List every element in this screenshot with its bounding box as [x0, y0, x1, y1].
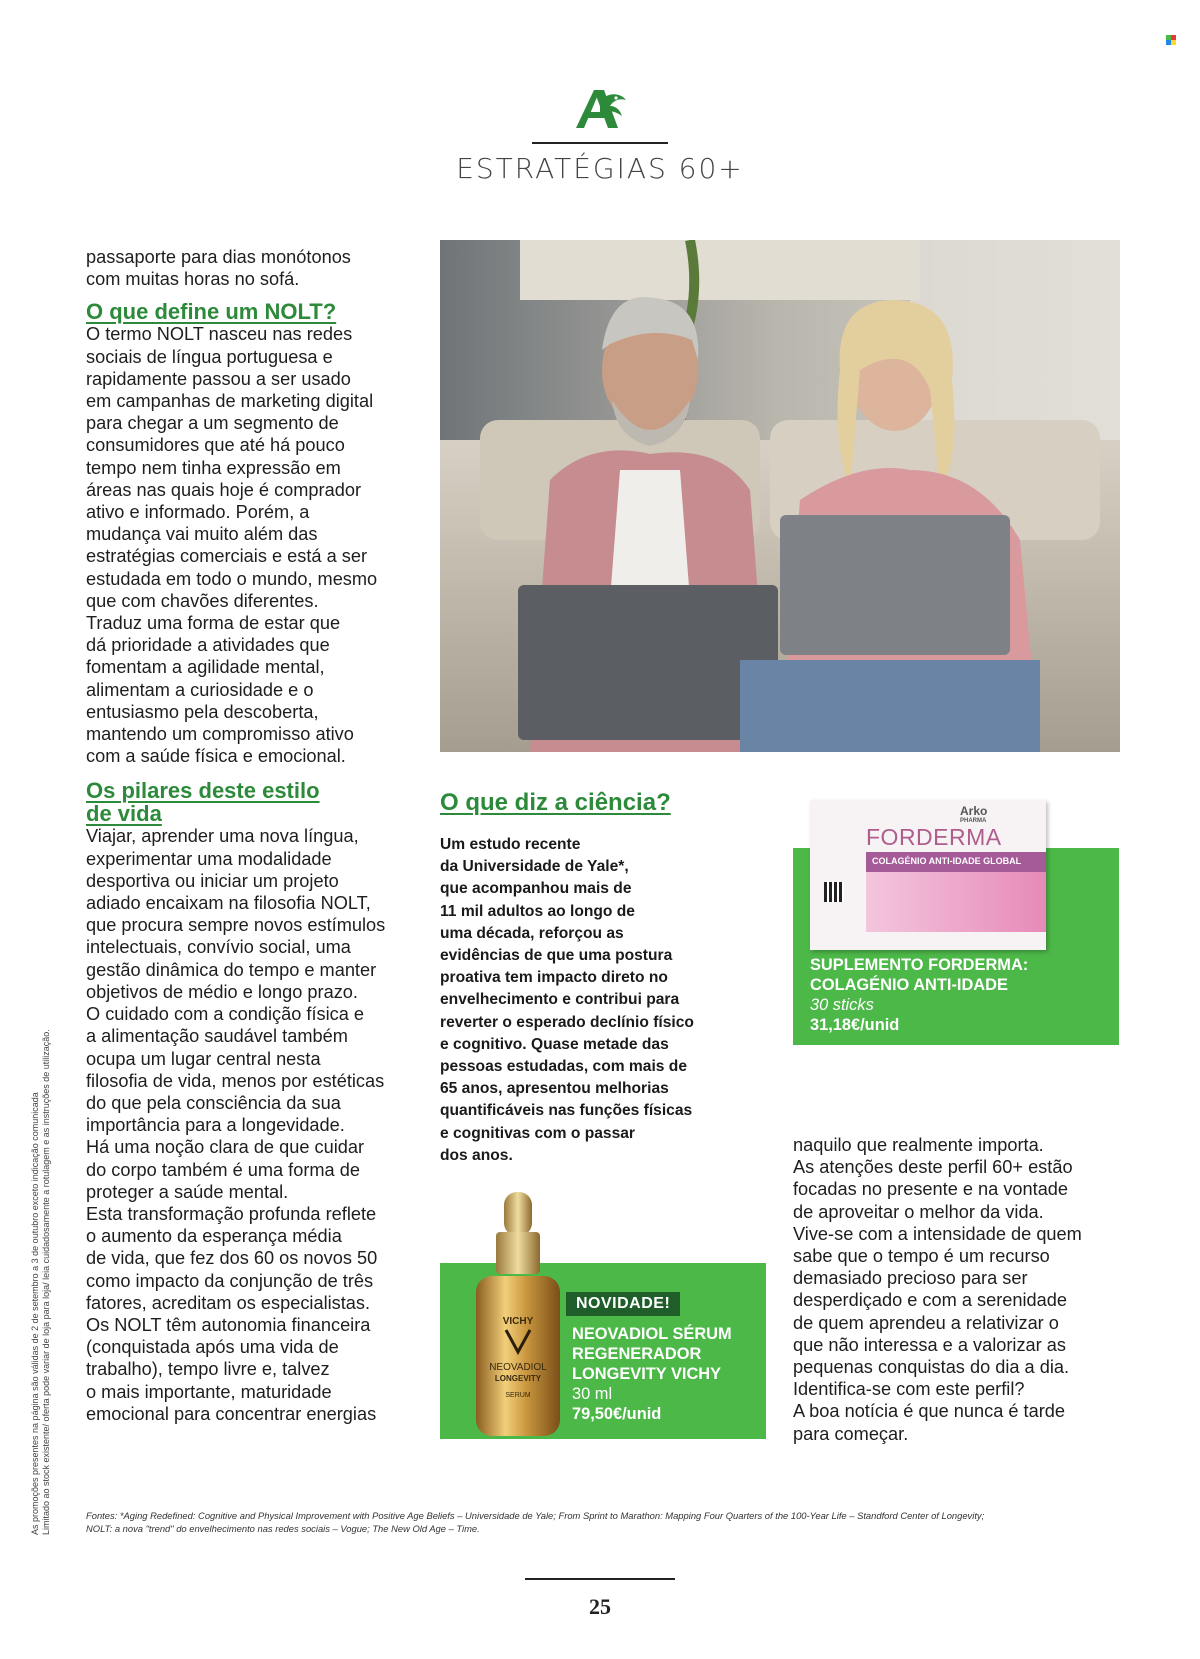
auchan-bird-logo-icon — [570, 84, 630, 130]
section-title: ESTRATÉGIAS 60+ — [456, 152, 744, 185]
forderma-box-pink-panel — [866, 872, 1046, 932]
vichy-price: 79,50€/unid — [572, 1405, 662, 1423]
science-line: evidências de que uma postura — [440, 947, 673, 965]
text-line: ativo e informado. Porém, a — [86, 502, 310, 523]
sources-line: Fontes: *Aging Redefined: Cognitive and Physical Improvement with Positive Age Beliefs – Universidade de Yale; From Sprint to Marathon: Mapping Four Quarters of the 100-Year Life – Standford Center of Longevity; — [86, 1510, 985, 1521]
text-line: o aumento da esperança média — [86, 1226, 342, 1247]
legal-note-line: Limitado ao stock existente/ oferta pode variar de loja para loja/ leia cuidadosamente a rotulagem e as instruções de utilização. — [41, 1029, 51, 1535]
text-line: objetivos de médio e longo prazo. — [86, 981, 358, 1002]
arko-logo — [960, 804, 987, 824]
hero-photo — [440, 240, 1120, 752]
text-line: adiado encaixam na filosofia NOLT, — [86, 893, 371, 914]
vichy-bottle-type: SERUM — [505, 1392, 531, 1399]
text-line: fatores, acreditam os especialistas. — [86, 1292, 371, 1313]
text-line: do que pela consciência da sua — [86, 1092, 341, 1113]
text-line: Esta transformação profunda reflete — [86, 1203, 377, 1224]
header-rule — [532, 142, 668, 144]
forderma-quantity: 30 sticks — [810, 996, 874, 1014]
text-line: que não interessa e a valorizar as — [793, 1334, 1066, 1355]
text-line: de aproveitar o melhor da vida. — [793, 1201, 1044, 1222]
text-line: importância para a longevidade. — [86, 1115, 345, 1136]
left-column — [86, 246, 426, 1425]
vichy-title-line: REGENERADOR — [572, 1345, 702, 1363]
text-line: desperdiçado e com a serenidade — [793, 1290, 1068, 1311]
text-line: demasiado precioso para ser — [793, 1268, 1028, 1289]
text-line: alimentam a curiosidade e o — [86, 679, 314, 700]
text-line: Traduz uma forma de estar que — [86, 613, 341, 634]
science-line: envelhecimento e contribui para — [440, 991, 680, 1009]
heading-pilares: Os pilares deste estilo — [86, 778, 320, 804]
forderma-title-line: SUPLEMENTO FORDERMA: — [810, 956, 1029, 974]
text-line: sociais de língua portuguesa e — [86, 346, 333, 367]
text-line: sabe que o tempo é um recurso — [793, 1246, 1050, 1267]
text-line: As atenções deste perfil 60+ estão — [793, 1157, 1073, 1178]
text-line: consumidores que até há pouco — [86, 435, 345, 456]
text-line: Há uma noção clara de que cuidar — [86, 1137, 365, 1158]
text-line: para chegar a um segmento de — [86, 413, 339, 434]
text-line: emocional para concentrar energias — [86, 1403, 377, 1424]
vichy-title-line: NEOVADIOL SÉRUM — [572, 1325, 732, 1343]
forderma-box-band — [866, 852, 1046, 872]
right-column — [793, 1134, 1123, 1445]
arko-brand: Arko — [960, 804, 988, 818]
text-line: desportiva ou iniciar um projeto — [86, 870, 339, 891]
vichy-bottle-brand: VICHY — [502, 1316, 534, 1327]
legal-note-line: As promoções presentes na página são válidas de 2 de setembro a 3 de outubro exceto indicação comunicada — [30, 1092, 40, 1535]
page-number: 25 — [589, 1594, 611, 1619]
forderma-price: 31,18€/unid — [810, 1016, 900, 1034]
text-line: de quem aprendeu a relativizar o — [793, 1312, 1059, 1333]
text-line: (conquistada após uma vida de — [86, 1337, 339, 1358]
text-line: intelectuais, convívio social, uma — [86, 937, 351, 958]
intro-line: com muitas horas no sofá. — [86, 269, 300, 290]
text-line: estratégias comerciais e está a ser — [86, 546, 368, 567]
intro-line: passaporte para dias monótonos — [86, 247, 351, 267]
text-line: Os NOLT têm autonomia financeira — [86, 1314, 371, 1335]
text-line: focadas no presente e na vontade — [793, 1179, 1069, 1200]
vichy-quantity: 30 ml — [572, 1385, 613, 1403]
vichy-title-line: LONGEVITY VICHY — [572, 1365, 722, 1383]
sources-note — [86, 1510, 1126, 1535]
text-line: rapidamente passou a ser usado — [86, 368, 351, 389]
forderma-band-label: COLAGÉNIO ANTI-IDADE GLOBAL — [872, 856, 1022, 866]
text-line: O termo NOLT nasceu nas redes — [86, 324, 353, 345]
text-line: fomentam a agilidade mental, — [86, 657, 325, 678]
text-line: que com chavões diferentes. — [86, 590, 319, 611]
text-line: de vida, que fez dos 60 os novos 50 — [86, 1248, 378, 1269]
science-line: reverter o esperado declínio físico — [440, 1013, 694, 1031]
science-line: e cognitivo. Quase metade das — [440, 1035, 669, 1053]
qr-code-icon — [824, 882, 844, 902]
text-line: Vive-se com a intensidade de quem — [793, 1223, 1082, 1244]
forderma-title-line: COLAGÉNIO ANTI-IDADE — [810, 976, 1008, 994]
text-line: Identifica-se com este perfil? — [793, 1379, 1025, 1400]
text-line: a alimentação saudável também — [86, 1026, 348, 1047]
text-line: estudada em todo o mundo, mesmo — [86, 568, 378, 589]
sources-line: NOLT: a nova "trend" do envelhecimento nas redes sociais – Vogue; The New Old Age – Time. — [86, 1522, 480, 1534]
text-line: mantendo um compromisso ativo — [86, 724, 354, 745]
forderma-box-name: FORDERMA — [866, 824, 1002, 850]
vichy-bottle-sub: LONGEVITY — [494, 1374, 542, 1383]
text-line: para começar. — [793, 1423, 909, 1444]
text-line: A boa notícia é que nunca é tarde — [793, 1401, 1066, 1422]
science-line: pessoas estudadas, com mais de — [440, 1058, 688, 1076]
science-block — [440, 790, 740, 1167]
text-line: proteger a saúde mental. — [86, 1181, 289, 1202]
text-line: dá prioridade a atividades que — [86, 635, 330, 656]
text-line: que procura sempre novos estímulos — [86, 915, 386, 936]
science-line: da Universidade de Yale*, — [440, 858, 629, 876]
science-line: dos anos. — [440, 1146, 513, 1164]
science-line: 65 anos, apresentou melhorias — [440, 1080, 669, 1098]
science-line: quantificáveis nas funções físicas — [440, 1102, 693, 1120]
text-line: o mais importante, maturidade — [86, 1381, 332, 1402]
legal-note — [30, 1029, 52, 1535]
heading-nolt: O que define um NOLT? — [86, 299, 337, 325]
science-line: e cognitivas com o passar — [440, 1124, 635, 1142]
text-line: naquilo que realmente importa. — [793, 1135, 1044, 1155]
heading-pilares: de vida — [86, 801, 162, 827]
text-line: com a saúde física e emocional. — [86, 746, 346, 767]
science-line: uma década, reforçou as — [440, 924, 624, 942]
footer-rule — [525, 1578, 675, 1580]
novidade-badge: NOVIDADE! — [566, 1292, 680, 1316]
text-line: O cuidado com a condição física e — [86, 1004, 365, 1025]
vichy-bottle-name: NEOVADIOL — [489, 1362, 547, 1373]
science-line: que acompanhou mais de — [440, 880, 632, 898]
corner-mark-icon — [1166, 32, 1176, 42]
text-line: pequenas conquistas do dia a dia. — [793, 1357, 1070, 1378]
forderma-title — [810, 955, 1110, 1035]
text-line: em campanhas de marketing digital — [86, 391, 374, 412]
arko-brand-sub: PHARMA — [960, 818, 987, 824]
text-line: áreas nas quais hoje é comprador — [86, 479, 361, 500]
text-line: filosofia de vida, menos por estéticas — [86, 1070, 385, 1091]
text-line: tempo nem tinha expressão em — [86, 457, 341, 478]
vichy-serum-bottle — [472, 1192, 564, 1440]
text-line: ocupa um lugar central nesta — [86, 1048, 321, 1069]
science-line: 11 mil adultos ao longo de — [440, 902, 635, 920]
science-line: proativa tem impacto direto no — [440, 969, 668, 987]
text-line: experimentar uma modalidade — [86, 848, 332, 869]
science-line: Um estudo recente — [440, 836, 581, 853]
heading-science: O que diz a ciência? — [440, 789, 671, 816]
text-line: entusiasmo pela descoberta, — [86, 701, 319, 722]
text-line: Viajar, aprender uma nova língua, — [86, 826, 359, 847]
text-line: como impacto da conjunção de três — [86, 1270, 374, 1291]
text-line: gestão dinâmica do tempo e manter — [86, 959, 377, 980]
text-line: trabalho), tempo livre e, talvez — [86, 1359, 330, 1380]
text-line: mudança vai muito além das — [86, 524, 318, 545]
text-line: do corpo também é uma forma de — [86, 1159, 360, 1180]
forderma-product-box — [810, 800, 1046, 950]
vichy-title — [572, 1324, 772, 1424]
